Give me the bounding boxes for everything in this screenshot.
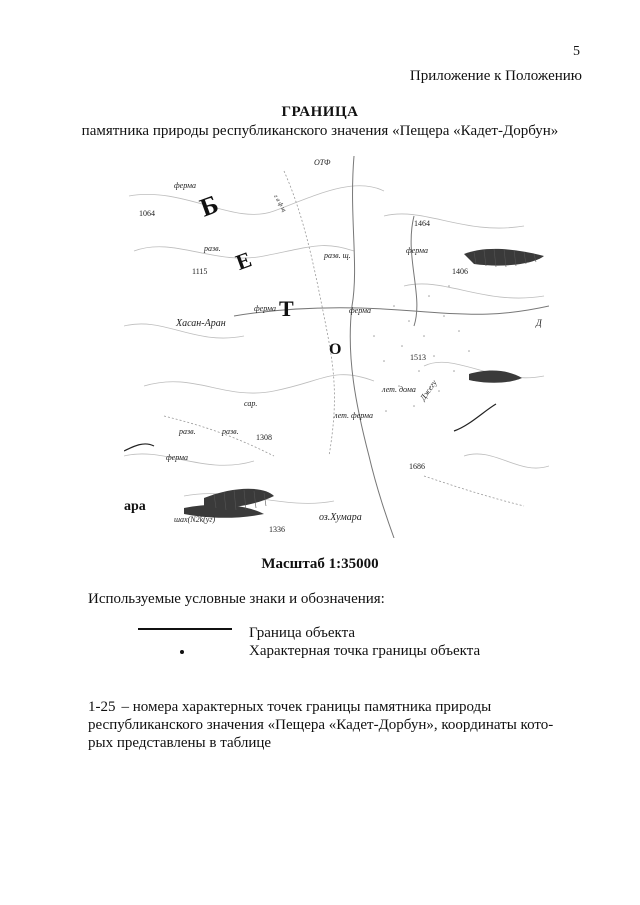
appendix-label: Приложение к Положению xyxy=(409,68,582,84)
region-letter: Т xyxy=(279,296,294,321)
map-label-vertical: г а ф щ xyxy=(272,194,287,214)
map-label-height: 1406 xyxy=(452,267,468,276)
map-label-ferma: ферма xyxy=(166,453,188,462)
legend-boundary-label: Граница объекта xyxy=(249,625,356,641)
region-letter: Б xyxy=(196,189,223,223)
map-label-lake: оз.Хумара xyxy=(319,512,362,523)
map-label-height: 1464 xyxy=(414,219,430,228)
map-label-ferma: ферма xyxy=(406,246,428,255)
page-number: 5 xyxy=(573,44,580,59)
region-letter: Е xyxy=(232,246,255,275)
legend-point-dot-symbol xyxy=(180,650,184,654)
topographic-map xyxy=(124,156,549,538)
legend-boundary-line-symbol xyxy=(138,628,232,630)
map-label-geology: шах(N2k(уг) xyxy=(174,515,216,524)
map-label-edge: Д xyxy=(536,318,542,328)
legend-heading: Используемые условные знаки и обозначения: xyxy=(88,591,385,607)
points-range: 1-25 xyxy=(88,699,116,715)
points-description: – номера характерных точек границы памятника природы республиканского значения «Пещера «Кадет-Дорбун», координаты кото-рых представлены в таблице xyxy=(88,699,554,751)
document-subtitle: памятника природы республиканского значения «Пещера «Кадет-Дорбун» xyxy=(81,123,559,139)
map-label-ferma: ферма xyxy=(254,304,276,313)
map-label-sar: сар. xyxy=(244,399,258,408)
map-label-ferma: ферма xyxy=(349,306,371,315)
map-scale: Масштаб 1:35000 xyxy=(261,556,379,572)
map-label-razv: разв. xyxy=(179,427,196,436)
map-label-height: 1064 xyxy=(139,209,155,218)
points-note xyxy=(88,698,568,752)
map-label-razv: разв. xyxy=(222,427,239,436)
region-letter: О xyxy=(329,341,342,358)
legend-point-label: Характерная точка границы объекта xyxy=(249,643,481,659)
map-label-otf: ОТФ xyxy=(314,158,331,167)
map-label-place: ара xyxy=(124,499,146,514)
map-label-let-doma: лет. дома xyxy=(382,385,416,394)
map-label-razv: разв. щ. xyxy=(324,251,351,260)
map-label-height: 1308 xyxy=(256,433,272,442)
map-label-height: 1336 xyxy=(269,525,285,534)
map-label-ferma: ферма xyxy=(174,181,196,190)
map-label-height: 1115 xyxy=(192,267,208,276)
map-label-let-ferma: лет. ферма xyxy=(334,411,373,420)
document-title: ГРАНИЦА xyxy=(281,104,359,120)
map-label-razv: разв. xyxy=(204,244,221,253)
map-label-height: 1513 xyxy=(410,353,426,362)
map-label-river: Джегу xyxy=(418,378,439,403)
map-label-height: 1686 xyxy=(409,462,425,471)
map-label-place: Хасан-Аран xyxy=(176,318,226,329)
